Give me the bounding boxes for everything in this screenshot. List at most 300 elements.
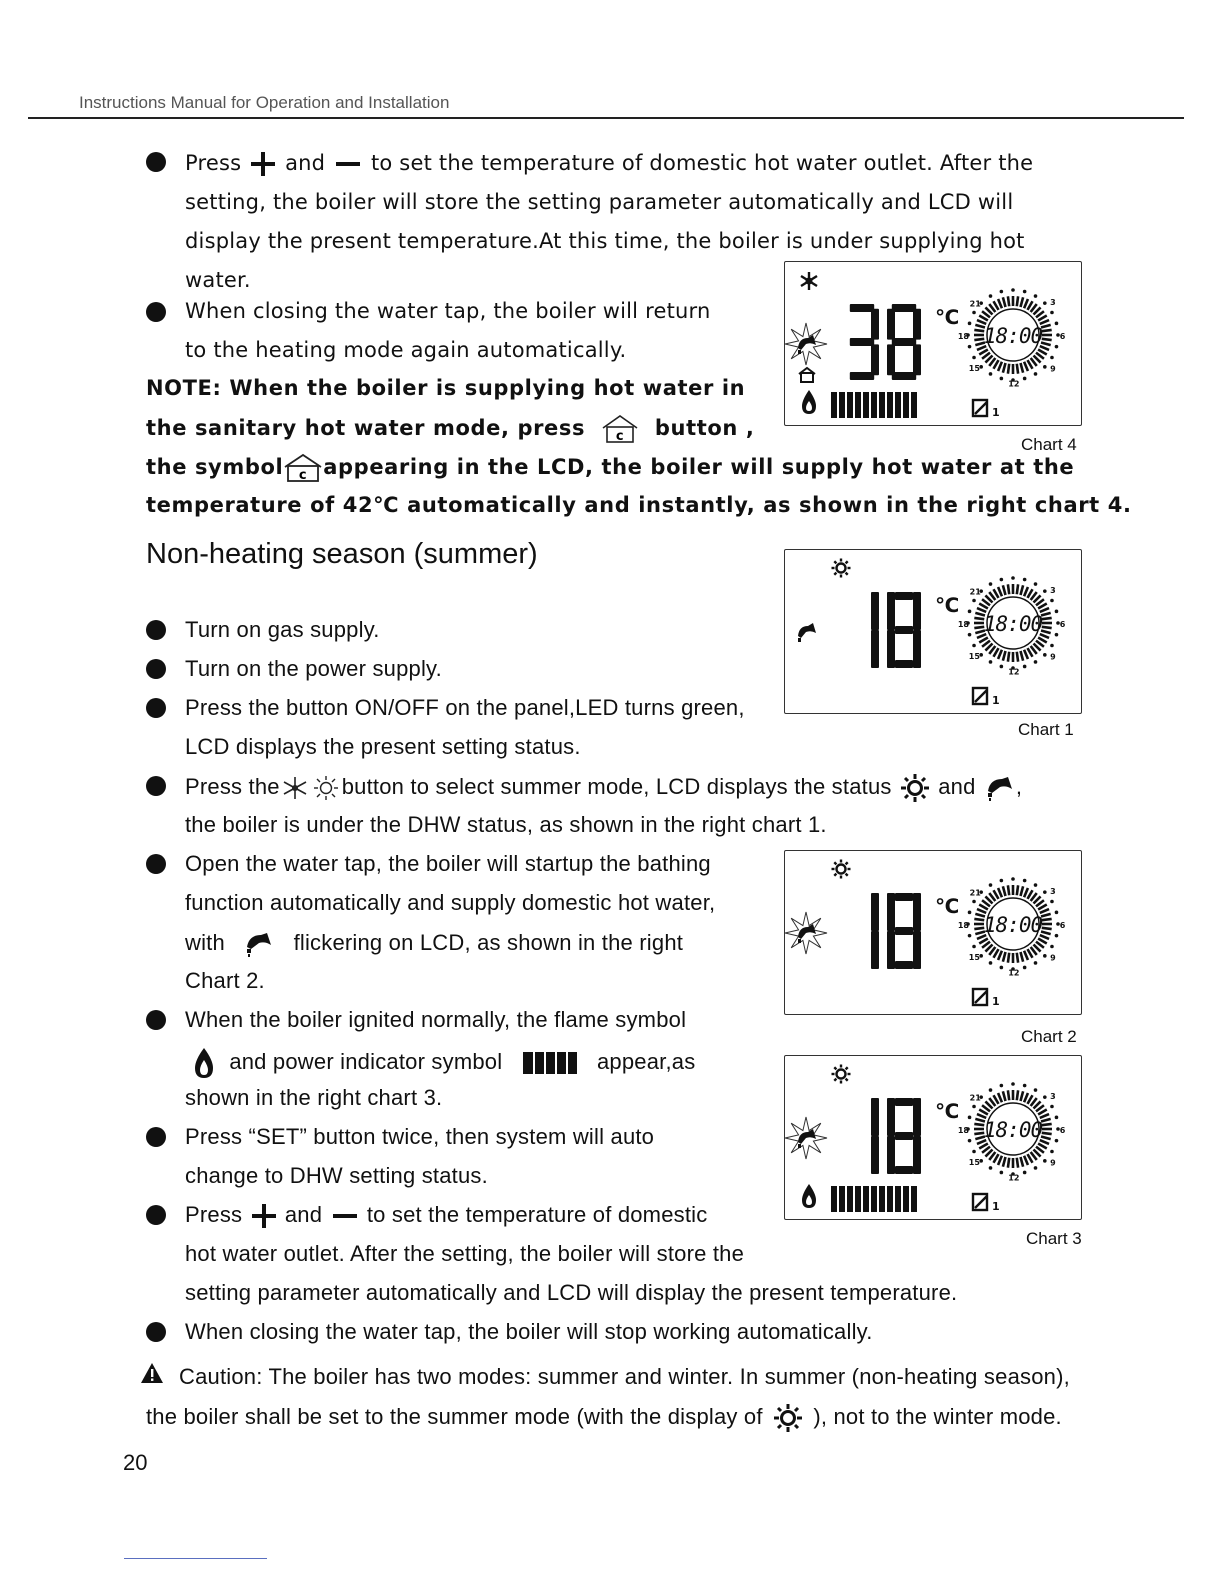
- power-bar: [847, 392, 853, 418]
- clock-tick: [1003, 1091, 1006, 1101]
- clock-dot: [1034, 582, 1038, 586]
- clock-hour-label: 18: [957, 619, 970, 629]
- clock-tick: [1003, 1157, 1006, 1167]
- clock-tick: [1008, 584, 1009, 594]
- power-bar: [911, 1186, 917, 1212]
- clock-hour-label: 6: [1059, 920, 1066, 930]
- power-indicator: [831, 1186, 917, 1212]
- footer-line: [124, 1558, 267, 1559]
- icon-stroke: [837, 564, 846, 573]
- note-line4: temperature of 42℃ automatically and instantly, as shown in the right chart 4.: [146, 493, 1132, 517]
- clock-dot: [1043, 301, 1047, 305]
- clock-dot: [1023, 377, 1027, 381]
- clock-tick: [1003, 952, 1006, 962]
- clock-dot: [1055, 934, 1059, 938]
- clock-tick: [1042, 1124, 1052, 1125]
- clock-dot: [1000, 1171, 1004, 1175]
- snowflake-icon: [801, 272, 817, 290]
- clock-tick: [998, 951, 1002, 960]
- section-title: Non-heating season (summer): [146, 538, 538, 570]
- sun-outline-icon: [310, 775, 342, 801]
- page-number: 20: [123, 1450, 148, 1475]
- clock-tick: [998, 362, 1002, 371]
- digit-segment: [895, 626, 913, 634]
- summer-step6-line2: [185, 1046, 695, 1080]
- digit-segment: [895, 961, 913, 969]
- summer-step9: When closing the water tap, the boiler will stop working automatically.: [185, 1319, 873, 1344]
- clock-hour-label: 9: [1050, 1158, 1056, 1168]
- clock-dot: [1034, 883, 1038, 887]
- digit-segment: [871, 1098, 879, 1136]
- clock-dot: [1034, 1166, 1038, 1170]
- zone-icon: [973, 400, 987, 416]
- clock-dot: [1000, 290, 1004, 294]
- lcd-svg: [785, 262, 1081, 425]
- caution-line2: [146, 1403, 1062, 1433]
- power-bar: [879, 1186, 885, 1212]
- zone-slash: [975, 1196, 987, 1208]
- text: Press: [185, 151, 242, 175]
- clock-tick: [974, 919, 984, 920]
- clock-dot: [1023, 966, 1027, 970]
- text: the symbol: [146, 455, 284, 479]
- power-bar: [887, 1186, 893, 1212]
- clock-hour-label: 18: [957, 331, 970, 341]
- clock-dot: [968, 911, 972, 915]
- digit-segment: [871, 1136, 879, 1174]
- summer-step3-line1: Press the button ON/OFF on the panel,LED turns green,: [185, 695, 745, 720]
- digit-segment: [871, 931, 879, 969]
- clock-tick: [1041, 343, 1051, 346]
- clock-dot: [1043, 1159, 1047, 1163]
- summer-step5-line3: [185, 929, 683, 959]
- zone-number: 1: [992, 1200, 1000, 1213]
- clock-tick: [1041, 325, 1051, 328]
- clock-hour-label: 9: [1050, 953, 1056, 963]
- lcd-chart3: [784, 1055, 1082, 1220]
- bullet: [146, 1205, 166, 1225]
- tap-icon: [785, 1117, 827, 1159]
- sun-icon: [898, 773, 932, 803]
- lcd-svg: [785, 550, 1081, 713]
- zone-slash: [975, 690, 987, 702]
- clock-tick: [1021, 297, 1024, 307]
- clock-dot: [989, 1088, 993, 1092]
- digit-segment: [887, 630, 895, 668]
- clock-tick: [1042, 928, 1052, 929]
- clock-time: 18:00: [983, 913, 1043, 937]
- clock-tick: [974, 1124, 984, 1125]
- clock-hour-label: 3: [1050, 298, 1056, 308]
- clock-dot: [1011, 877, 1015, 881]
- clock-tick: [1042, 627, 1052, 628]
- text: and: [285, 151, 326, 175]
- clock-hour-label: 21: [969, 888, 981, 898]
- chart3-caption: Chart 3: [1026, 1229, 1082, 1248]
- header-rule: [28, 117, 1184, 119]
- minus-icon: [332, 151, 364, 177]
- clock-tick: [974, 1133, 984, 1134]
- tap-icon: [982, 773, 1016, 803]
- clock-tick: [1008, 885, 1009, 895]
- clock-dot: [1050, 1150, 1054, 1154]
- clock-hour-label: 15: [968, 651, 980, 661]
- text: and power indicator symbol: [229, 1048, 503, 1074]
- clock-dot: [1043, 365, 1047, 369]
- plus-icon: [248, 151, 278, 177]
- clock-tick: [1041, 1137, 1051, 1140]
- clock-dot: [1023, 1171, 1027, 1175]
- power-bar: [863, 392, 869, 418]
- temperature-digits: [871, 1098, 921, 1174]
- digit-segment: [895, 927, 913, 935]
- clock-tick: [1041, 1119, 1051, 1122]
- digit-segment: [887, 1098, 895, 1136]
- power-bar: [839, 392, 845, 418]
- clock-tick: [1042, 1133, 1052, 1134]
- clock-tick: [974, 330, 984, 331]
- digit-segment: [913, 344, 921, 375]
- text: appearing in the LCD, the boiler will supply hot water at the: [323, 455, 1075, 479]
- power-bar: [847, 1186, 853, 1212]
- clock-tick: [1024, 650, 1028, 659]
- bullet: [146, 1322, 166, 1342]
- clock-dot: [968, 345, 972, 349]
- summer-step5-line2: function automatically and supply domestic hot water,: [185, 890, 716, 915]
- text: Press: [185, 1202, 243, 1227]
- clock-hour-label: 6: [1059, 1125, 1066, 1135]
- digit-segment: [871, 344, 879, 375]
- digit-segment: [887, 344, 895, 375]
- clock-dot: [1050, 1105, 1054, 1109]
- bullet: [146, 776, 166, 796]
- power-indicator: [831, 392, 917, 418]
- note-line2: [146, 414, 754, 444]
- tap-shape: [798, 623, 816, 638]
- text: and: [938, 773, 976, 799]
- zone-slash: [975, 402, 987, 414]
- power-bar: [879, 392, 885, 418]
- digit-segment: [850, 338, 874, 346]
- chart1-caption: Chart 1: [1018, 720, 1074, 739]
- digit-segment: [850, 304, 874, 312]
- clock-tick: [1008, 1090, 1009, 1100]
- sun-icon: [832, 860, 851, 879]
- bullet: [146, 1010, 166, 1030]
- digit-segment: [887, 893, 895, 931]
- icon-dot: [806, 278, 813, 285]
- icon-stroke: [837, 1070, 846, 1079]
- clock-tick: [998, 650, 1002, 659]
- celsius-unit: ℃: [935, 894, 960, 918]
- digit-segment: [887, 592, 895, 630]
- digit-segment: [871, 630, 879, 668]
- note-line1: NOTE: When the boiler is supplying hot water in: [146, 376, 746, 400]
- clock-tick: [1017, 364, 1018, 374]
- top-bullet1-line3: display the present temperature.At this time, the boiler is under supplying hot: [185, 229, 1025, 253]
- clock-tick: [1021, 651, 1024, 661]
- digit-segment: [850, 372, 874, 380]
- warning-icon: [140, 1362, 164, 1384]
- text: Press the: [185, 773, 280, 799]
- house-c-icon: [799, 368, 815, 382]
- bullet: [146, 1127, 166, 1147]
- clock-hour-label: 15: [968, 1157, 980, 1167]
- digit-segment: [913, 309, 921, 340]
- digit-segment: [895, 660, 913, 668]
- text: ), not to the winter mode.: [813, 1403, 1062, 1429]
- clock-dot: [1011, 1082, 1015, 1086]
- tap-drop: [798, 939, 801, 943]
- tap-drop: [798, 1144, 801, 1148]
- clock-dot: [972, 1150, 976, 1154]
- top-bullet1-line4: water.: [185, 268, 251, 292]
- clock-tick: [1017, 885, 1018, 895]
- clock-tick: [1008, 652, 1009, 662]
- clock-tick: [998, 587, 1002, 596]
- icon-stroke: [801, 373, 813, 382]
- zone-icon: [973, 1194, 987, 1210]
- clock-tick: [1041, 932, 1051, 935]
- clock-tick: [1021, 363, 1024, 373]
- clock-tick: [1003, 363, 1006, 373]
- clock-hour-label: 18: [957, 1125, 970, 1135]
- digit-segment: [895, 893, 913, 901]
- clock-tick: [1042, 919, 1052, 920]
- clock-dot: [1034, 961, 1038, 965]
- clock-dot: [1000, 578, 1004, 582]
- bullet: [146, 854, 166, 874]
- clock-tick: [974, 928, 984, 929]
- clock-dot: [1023, 578, 1027, 582]
- clock-dot: [1023, 1084, 1027, 1088]
- lcd-svg: [785, 1056, 1081, 1219]
- clock-tick: [998, 299, 1002, 308]
- clock-dot: [1000, 1084, 1004, 1088]
- clock-dot: [1043, 1095, 1047, 1099]
- clock-dot: [1050, 599, 1054, 603]
- clock-tick: [1021, 585, 1024, 595]
- manual-header: Instructions Manual for Operation and Installation: [79, 93, 450, 112]
- power-bar: [871, 1186, 877, 1212]
- clock-dot: [1055, 1116, 1059, 1120]
- zone-icon: [973, 688, 987, 704]
- clock-hour-label: 15: [968, 952, 980, 962]
- power-indicator-icon: [519, 1049, 581, 1077]
- clock-hour-label: 3: [1050, 1092, 1056, 1102]
- clock-tick: [1017, 584, 1018, 594]
- svg-text:c: c: [615, 429, 625, 444]
- clock-dot: [1050, 945, 1054, 949]
- icon-stroke: [846, 573, 848, 575]
- summer-step5-line1: Open the water tap, the boiler will startup the bathing: [185, 851, 711, 876]
- sun-icon: [832, 559, 851, 578]
- plus-icon: [249, 1203, 279, 1229]
- power-bar: [855, 1186, 861, 1212]
- clock-dot: [968, 633, 972, 637]
- clock-dot: [1000, 966, 1004, 970]
- summer-step4-line2: the boiler is under the DHW status, as shown in the right chart 1.: [185, 812, 827, 837]
- clock-tick: [1008, 296, 1009, 306]
- clock-tick: [998, 888, 1002, 897]
- clock-dot: [1055, 633, 1059, 637]
- power-bar: [903, 1186, 909, 1212]
- clock-dot: [1023, 879, 1027, 883]
- icon-stroke: [846, 1079, 848, 1081]
- clock-dot: [1055, 911, 1059, 915]
- summer-step8-line1: [185, 1202, 707, 1229]
- clock-tick: [974, 339, 984, 340]
- digit-segment: [887, 309, 895, 340]
- power-bar: [839, 1186, 845, 1212]
- clock-dot: [1034, 660, 1038, 664]
- summer-step6-line3: shown in the right chart 3.: [185, 1085, 443, 1110]
- zone-number: 1: [992, 694, 1000, 707]
- text: flickering on LCD, as shown in the right: [293, 929, 684, 955]
- digit-segment: [892, 372, 916, 380]
- digit-segment: [887, 1136, 895, 1174]
- bullet: [146, 152, 166, 172]
- digit-segment: [913, 893, 921, 931]
- clock-tick: [1041, 631, 1051, 634]
- clock-dot: [1043, 589, 1047, 593]
- celsius-unit: ℃: [935, 305, 960, 329]
- tap-icon: [785, 323, 827, 365]
- summer-step1: Turn on gas supply.: [185, 617, 380, 642]
- celsius-unit: ℃: [935, 593, 960, 617]
- clock-hour-label: 21: [969, 1093, 981, 1103]
- power-bar: [831, 1186, 837, 1212]
- text: appear,as: [596, 1048, 696, 1074]
- summer-step2: Turn on the power supply.: [185, 656, 442, 681]
- icon-stroke: [834, 573, 836, 575]
- note-line3: [146, 453, 1074, 483]
- clock-dot: [968, 1116, 972, 1120]
- power-bar: [887, 392, 893, 418]
- clock-dot: [1050, 356, 1054, 360]
- clock-tick: [1024, 888, 1028, 897]
- digit-segment: [871, 893, 879, 931]
- icon-stroke: [834, 561, 836, 563]
- clock-hour-label: 3: [1050, 586, 1056, 596]
- clock-dot: [989, 372, 993, 376]
- clock-tick: [1008, 953, 1009, 963]
- lcd-chart2: [784, 850, 1082, 1015]
- digit-segment: [913, 1098, 921, 1136]
- lcd-svg: [785, 851, 1081, 1014]
- clock-dot: [1055, 1139, 1059, 1143]
- clock-dot: [989, 294, 993, 298]
- clock-dot: [968, 322, 972, 326]
- digit-segment: [871, 592, 879, 630]
- digit-segment: [895, 1132, 913, 1140]
- bullet: [146, 620, 166, 640]
- flame-icon: [802, 1184, 816, 1208]
- digit-segment: [913, 630, 921, 668]
- text: the sanitary hot water mode, press: [146, 416, 586, 440]
- digit-segment: [887, 931, 895, 969]
- clock-dot: [1043, 954, 1047, 958]
- clock-dot: [1050, 311, 1054, 315]
- clock-dot: [972, 311, 976, 315]
- clock-dot: [972, 599, 976, 603]
- chart4-caption: Chart 4: [1021, 435, 1077, 454]
- digit-segment: [913, 931, 921, 969]
- zone-number: 1: [992, 406, 1000, 419]
- top-bullet1-line2: setting, the boiler will store the setting parameter automatically and LCD will: [185, 190, 1014, 214]
- clock-tick: [1042, 339, 1052, 340]
- temperature-digits: [850, 304, 921, 380]
- clock-dot: [1043, 653, 1047, 657]
- clock-dot: [1034, 372, 1038, 376]
- house-c-icon: [597, 414, 643, 444]
- summer-step7-line2: change to DHW setting status.: [185, 1163, 488, 1188]
- temperature-digits: [871, 592, 921, 668]
- clock-dot: [968, 1139, 972, 1143]
- sun-icon: [832, 1065, 851, 1084]
- sun-icon: [769, 1403, 807, 1433]
- clock-dot: [972, 644, 976, 648]
- tap-icon: [785, 912, 827, 954]
- icon-stroke: [834, 874, 836, 876]
- clock-dot: [1011, 288, 1015, 292]
- text: the boiler shall be set to the summer mode (with the display of: [146, 1403, 763, 1429]
- clock-dot: [972, 900, 976, 904]
- clock-hour-label: 12: [1008, 968, 1020, 978]
- clock-dot: [1043, 890, 1047, 894]
- clock-tick: [1017, 953, 1018, 963]
- clock-tick: [1008, 364, 1009, 374]
- top-bullet2-line1: When closing the water tap, the boiler will return: [185, 299, 711, 323]
- clock-tick: [1021, 1157, 1024, 1167]
- text: button to select summer mode, LCD displays the status: [341, 773, 892, 799]
- summer-step7-line1: Press “SET” button twice, then system will auto: [185, 1124, 655, 1149]
- clock-hour-label: 9: [1050, 364, 1056, 374]
- text: to set the temperature of domestic: [366, 1202, 708, 1227]
- clock-tick: [1042, 330, 1052, 331]
- clock-dot: [972, 356, 976, 360]
- clock-tick: [1021, 1091, 1024, 1101]
- clock-tick: [1017, 1090, 1018, 1100]
- power-bar: [871, 392, 877, 418]
- zone-icon: [973, 989, 987, 1005]
- clock-hour-label: 12: [1008, 379, 1020, 389]
- power-bar: [863, 1186, 869, 1212]
- clock-hour-label: 9: [1050, 652, 1056, 662]
- minus-icon: [329, 1203, 361, 1229]
- summer-step4-line1: [185, 773, 1022, 803]
- zone-slash: [975, 991, 987, 1003]
- clock-hour-label: 6: [1059, 619, 1066, 629]
- clock-dot: [1034, 294, 1038, 298]
- top-bullet2-line2: to the heating mode again automatically.: [185, 338, 627, 362]
- text: ,: [1015, 773, 1023, 799]
- digit-segment: [892, 304, 916, 312]
- clock-dot: [989, 961, 993, 965]
- zone-number: 1: [992, 995, 1000, 1008]
- summer-step8-line3: setting parameter automatically and LCD will display the present temperature.: [185, 1280, 958, 1305]
- clock-hour-label: 21: [969, 587, 981, 597]
- clock-hour-label: 21: [969, 299, 981, 309]
- clock-dot: [989, 883, 993, 887]
- clock-tick: [998, 1093, 1002, 1102]
- digit-segment: [871, 309, 879, 340]
- power-bar: [831, 392, 837, 418]
- clock-tick: [1024, 587, 1028, 596]
- clock-tick: [1017, 652, 1018, 662]
- house-c-icon: [283, 453, 323, 483]
- tap-icon: [798, 623, 816, 642]
